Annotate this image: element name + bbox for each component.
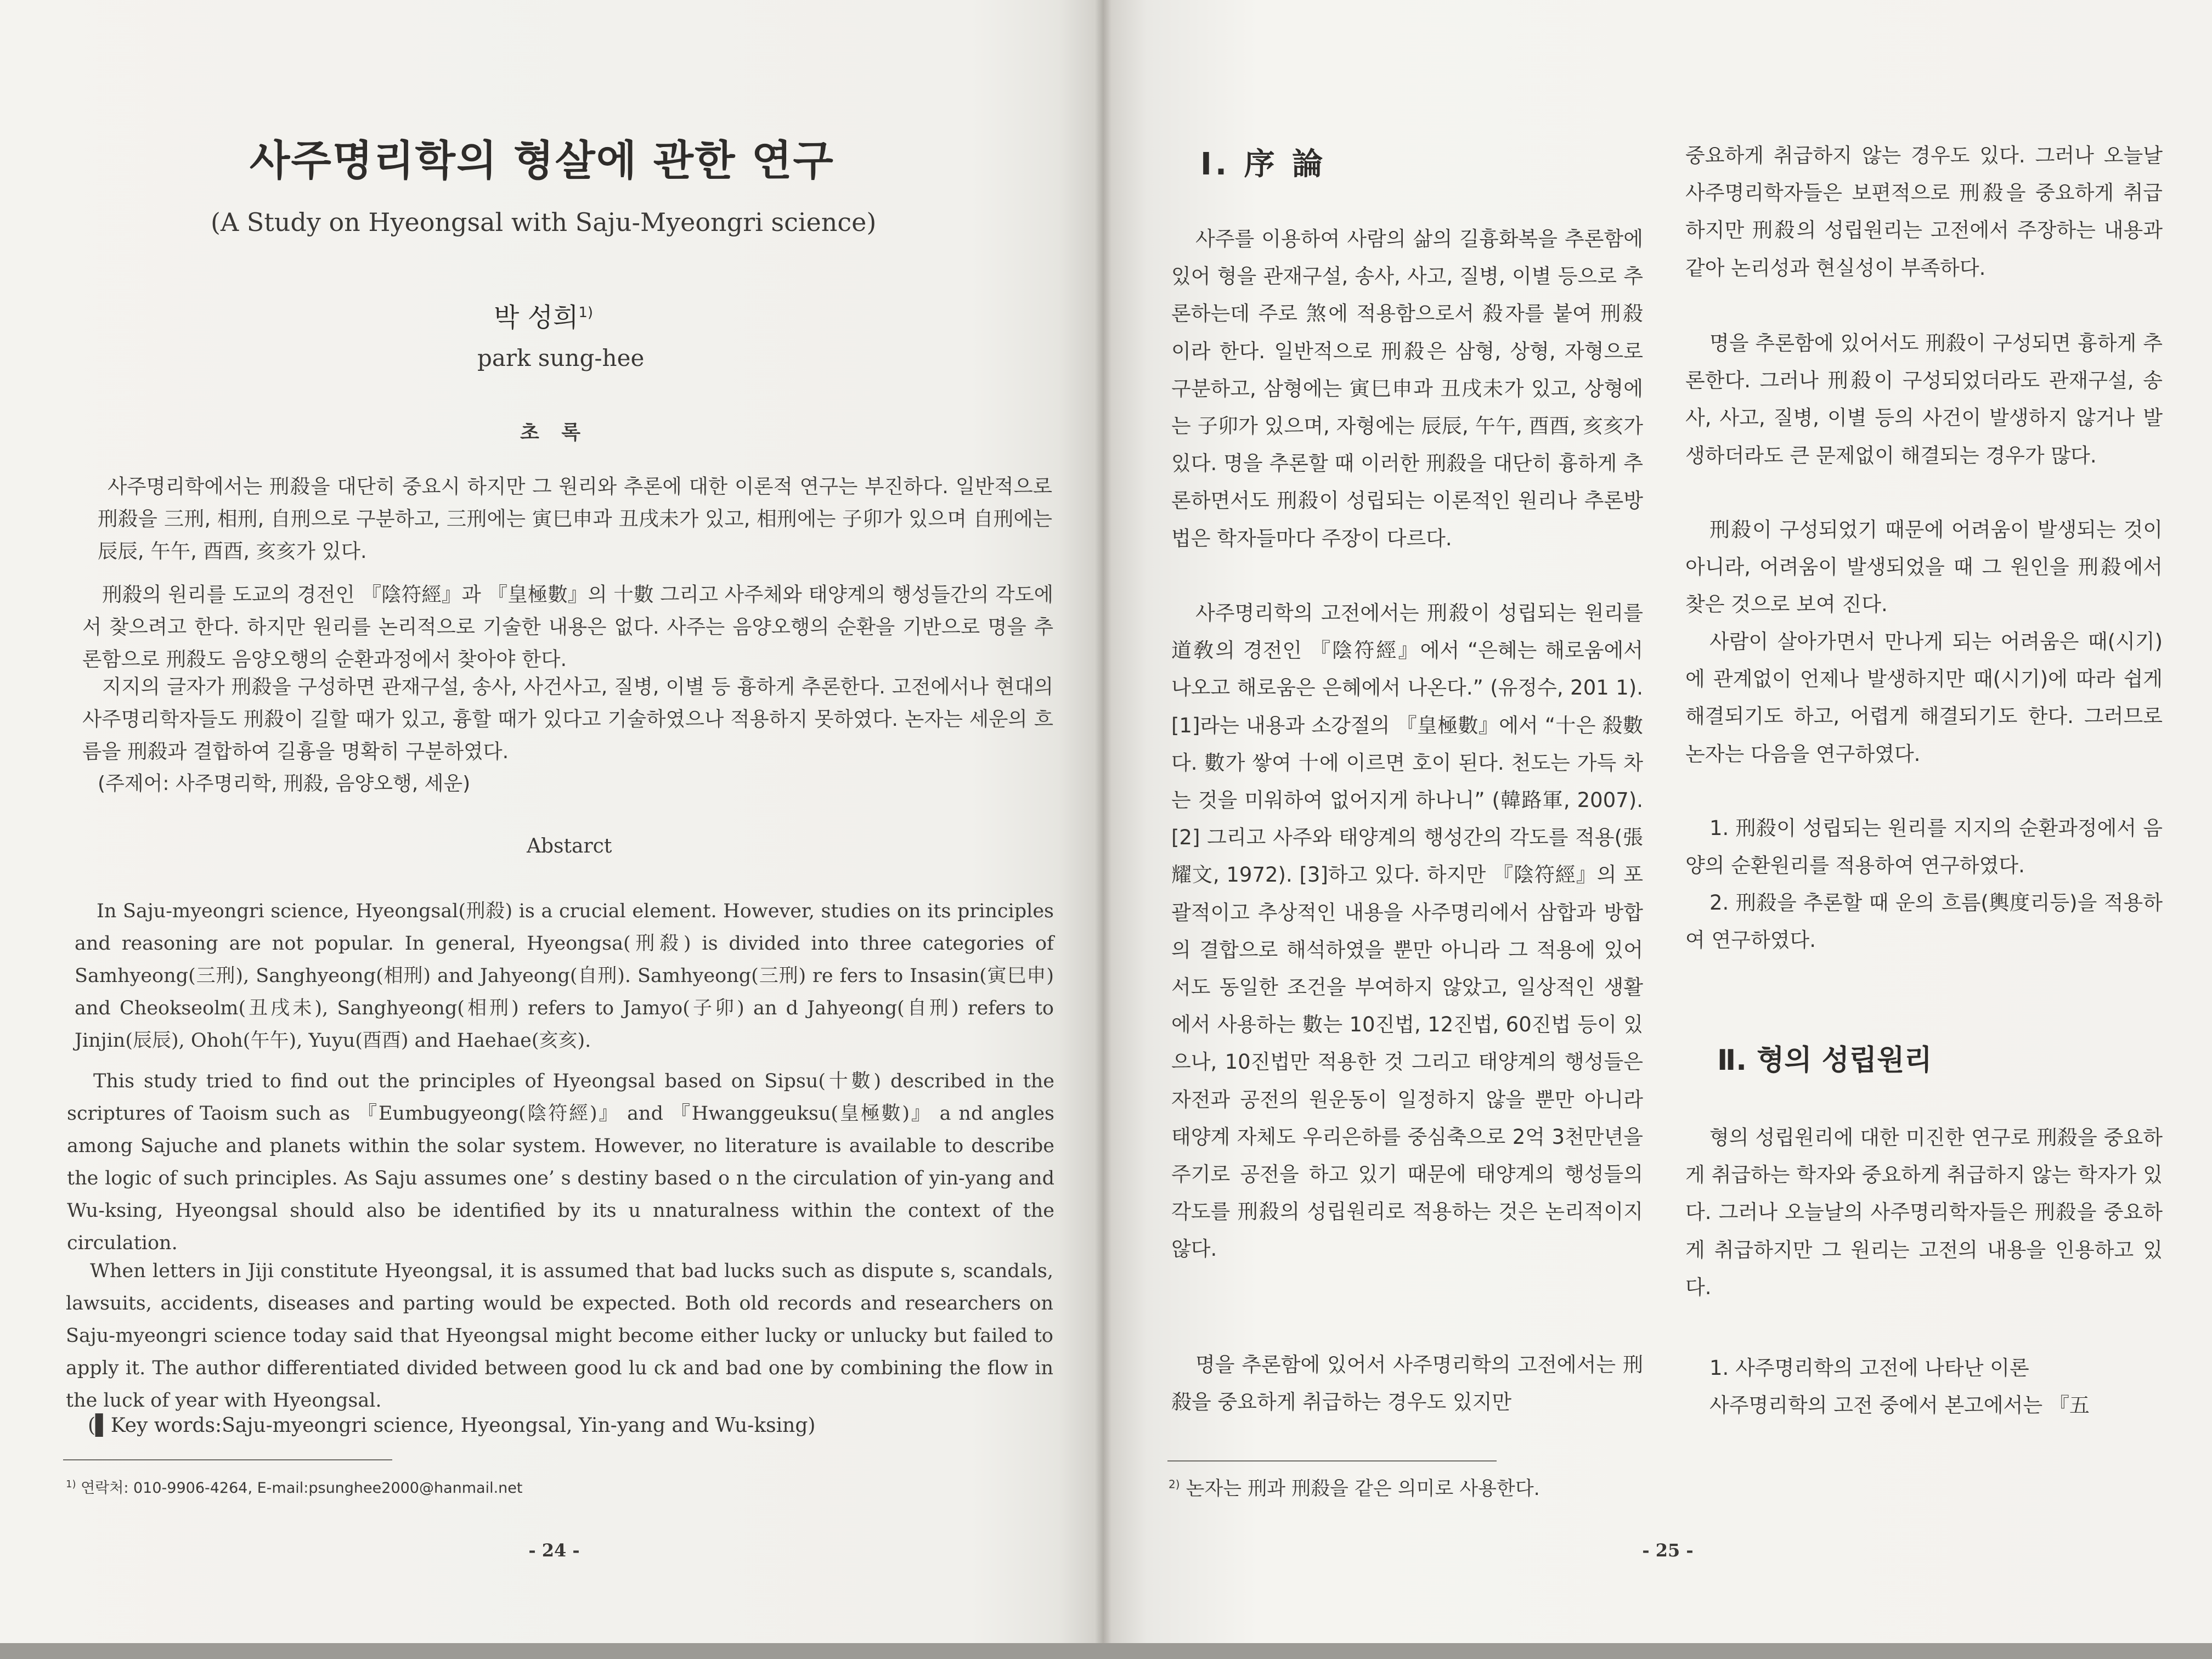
korean-abstract-paragraph-1: 사주명리학에서는 刑殺을 대단히 중요시 하지만 그 원리와 추론에 대한 이론적 연구는 부진하다. 일반적으로 刑殺을 三刑, 相刑, 自刑으로 구분하고, 三刑에는 寅巳申과 丑戌未가 있고, 相刑에는 子卯가 있으며 自刑에는 辰辰, 午午, 酉酉, 亥亥가 있다. (98, 475, 1052, 563)
korean-abstract-paragraph-3: 지지의 글자가 刑殺을 구성하면 관재구설, 송사, 사건사고, 질병, 이별 등 흉하게 추론한다. 고전에서나 현대의 사주명리학자들도 刑殺이 길할 때가 있고, 흉할 때가 있다고 기술하였으나 적용하지 못하였다. 논자는 세운의 흐름을 刑殺과 결합하여 길흉을 명확히 구분하였다. (82, 675, 1053, 763)
page-number-left: - 24 - (528, 1540, 580, 1561)
subsection-1-heading: 1. 사주명리학의 고전에 나타난 이론 (1709, 1356, 2029, 1380)
footnote-mark: 1) (66, 1479, 76, 1490)
footnote-2 (1169, 1474, 1662, 1501)
footnote-contact (66, 1476, 724, 1497)
author-name-english: park sung-hee (477, 345, 645, 371)
research-item-1: 1. 刑殺이 성립되는 원리를 지지의 순환과정에서 음양의 순환원리를 적용하여 연구하였다. (1685, 816, 2163, 878)
footnote-divider (1167, 1460, 1497, 1462)
page-number-right: - 25 - (1642, 1540, 1694, 1561)
section-2-heading: Ⅱ. 형의 성립원리 (1717, 1044, 1932, 1077)
korean-abstract-heading: 초 록 (520, 421, 589, 444)
book-spine-shadow (1095, 0, 1111, 1643)
footnote-mark: 2) (1169, 1477, 1180, 1491)
right-page (1103, 0, 2212, 1643)
english-abstract-paragraph-1: In Saju-myeongri science, Hyeongsal(刑殺) is a crucial element. However, studies on its principles and reasoning are not popular. In general, Hyeongsa(刑殺) is divided into three categories of Samhyeong(三刑), Sanghyeong(相刑) and Jahyeong(自刑). Samhyeong(三刑) re fers to Insasin(寅巳申) and Cheokseolm(丑戌未), Sanghyeong(相刑) refers to Jamyo(子卯) an d Jahyeong(自刑) refers to Jinjin(辰辰), Ohoh(午午), Yuyu(酉酉) and Haehae(亥亥). (75, 900, 1054, 1052)
left-page (0, 0, 1103, 1643)
korean-keywords: (주제어: 사주명리학, 刑殺, 음양오행, 세운) (98, 772, 471, 795)
col2-paragraph-2: 명을 추론함에 있어서도 刑殺이 구성되면 흉하게 추론한다. 그러나 刑殺이 구성되었더라도 관재구설, 송사, 사고, 질병, 이별 등의 사건이 발생하지 않거나 발생하더라도 큰 문제없이 해결되는 경우가 많다. (1685, 331, 2163, 467)
paper-title: 사주명리학의 형살에 관한 연구 (250, 136, 834, 185)
footnote-2-text: 논자는 刑과 刑殺을 같은 의미로 사용한다. (1186, 1478, 1540, 1500)
col1-paragraph-3: 명을 추론함에 있어서 사주명리학의 고전에서는 刑殺을 중요하게 취급하는 경우도 있지만 (1171, 1353, 1643, 1414)
subsection-1-text: 사주명리학의 고전 중에서 본고에서는 『五 (1709, 1393, 2090, 1417)
col2-paragraph-3: 刑殺이 구성되었기 때문에 어려움이 발생되는 것이 아니라, 어려움이 발생되었을 때 그 원인을 刑殺에서 찾은 것으로 보여 진다. (1685, 518, 2163, 617)
english-abstract-paragraph-2: This study tried to find out the principles of Hyeongsal based on Sipsu(十數) described in the scriptures of Taoism such as 『Eumbugyeong(陰符經)』 and 『Hwanggeuksu(皇極數)』 a nd angles among Sajuche and planets within the solar system. However, no literature is available to describe the logic of such principles. As Saju assumes one’ s destiny based o n the circulation of yin-yang and Wu-ksing, Hyeongsal should also be identified by its u nnaturalness within the context of the circulation. (67, 1070, 1054, 1254)
footnote-divider (63, 1459, 392, 1460)
korean-abstract-paragraph-2: 刑殺의 원리를 도교의 경전인 『陰符經』과 『皇極數』의 十數 그리고 사주체와 태양계의 행성들간의 각도에서 찾으려고 한다. 하지만 원리를 논리적으로 기술한 내용은 없다. 사주는 음양오행의 순환을 기반으로 명을 추론함으로 刑殺도 음양오행의 순환과정에서 찾아야 한다. (82, 583, 1053, 671)
section-2-intro: 형의 성립원리에 대한 미진한 연구로 刑殺을 중요하게 취급하는 학자와 중요하게 취급하지 않는 학자가 있다. 그러나 오늘날의 사주명리학자들은 刑殺을 중요하게 취급하지만 그 원리는 고전의 내용을 인용하고 있다. (1685, 1126, 2163, 1299)
author-footnote-ref: 1) (578, 304, 594, 321)
author-name-korean-text: 박 성희 (494, 302, 579, 333)
english-keywords: (▌Key words:Saju-myeongri science, Hyeongsal, Yin-yang and Wu-ksing) (88, 1414, 816, 1437)
author-name-korean (494, 296, 658, 334)
col1-paragraph-2: 사주명리학의 고전에서는 刑殺이 성립되는 원리를 道敎의 경전인 『陰符經』에서 “은혜는 해로움에서 나오고 해로움은 은혜에서 나온다.” (유정수, 201 1).[1]라는 내용과 소강절의 『皇極數』에서 “十은 殺數다. 數가 쌓여 十에 이르면 호이 된다. 천도는 가득 차는 것을 미워하여 없어지게 하나니” (韓路軍, 2007).[2] 그리고 사주와 태양계의 행성간의 각도를 적용(張耀文, 1972). [3]하고 있다. 하지만 『陰符經』의 포괄적이고 추상적인 내용을 사주명리에서 삼합과 방합의 결합으로 해석하였을 뿐만 아니라 그 적용에 있어서도 동일한 조건을 부여하지 않았고, 일상적인 생활에서 사용하는 數는 10진법, 12진법, 60진법 등이 있으나, 10진법만 적용한 것 그리고 태양계의 행성들은 자전과 공전의 원운동이 일정하지 않을 뿐만 아니라 태양계 자체도 우리은하를 중심축으로 2억 3천만년을 주기로 공전을 하고 있기 때문에 태양계의 행성들의 각도를 刑殺의 성립원리로 적용하는 것은 논리적이지 않다. (1171, 601, 1643, 1261)
footnote-contact-text: 연락처: 010-9906-4264, E-mail:psunghee2000@hanmail.net (81, 1480, 523, 1497)
paper-subtitle: (A Study on Hyeongsal with Saju-Myeongri science) (211, 207, 877, 237)
faint-running-header (99, 44, 439, 58)
research-item-2: 2. 刑殺을 추론할 때 운의 흐름(輿度리등)을 적용하여 연구하였다. (1685, 891, 2163, 952)
col2-paragraph-4: 사람이 살아가면서 만나게 되는 어려움은 때(시기)에 관계없이 언제나 발생하지만 때(시기)에 따라 쉽게 해결되기도 하고, 어렵게 해결되기도 한다. 그러므로 논자는 다음을 연구하였다. (1685, 630, 2163, 766)
col1-paragraph-1: 사주를 이용하여 사람의 삶의 길흉화복을 추론함에 있어 형을 관재구설, 송사, 사고, 질병, 이별 등으로 추론하는데 주로 煞에 적용함으로서 殺자를 붙여 刑殺이라 한다. 일반적으로 刑殺은 삼형, 상형, 자형으로 구분하고, 삼형에는 寅巳申과 丑戌未가 있고, 상형에는 子卯가 있으며, 자형에는 辰辰, 午午, 酉酉, 亥亥가 있다. 명을 추론할 때 이러한 刑殺을 대단히 흉하게 추론하면서도 刑殺이 성립되는 이론적인 원리나 추론방법은 학자들마다 주장이 다르다. (1171, 227, 1643, 550)
english-abstract-paragraph-3: When letters in Jiji constitute Hyeongsal, it is assumed that bad lucks such as dispute s, scandals, lawsuits, accidents, diseases and parting would be expected. Both old records and researchers on Saju-myeongri science today said that Hyeongsal might become either lucky or unlucky but failed to apply it. The author differentiated divided between good lu ck and bad one by combining the flow in the luck of year with Hyeongsal. (66, 1260, 1053, 1412)
table-surface (0, 1643, 2212, 1659)
english-abstract-heading: Abstarct (527, 835, 612, 857)
section-1-heading: Ⅰ. 序 論 (1200, 146, 1327, 182)
col2-paragraph-1: 중요하게 취급하지 않는 경우도 있다. 그러나 오늘날 사주명리학자들은 보편적으로 刑殺을 중요하게 취급하지만 刑殺의 성립원리는 고전에서 주장하는 내용과 같아 논리성과 현실성이 부족하다. (1685, 144, 2163, 280)
